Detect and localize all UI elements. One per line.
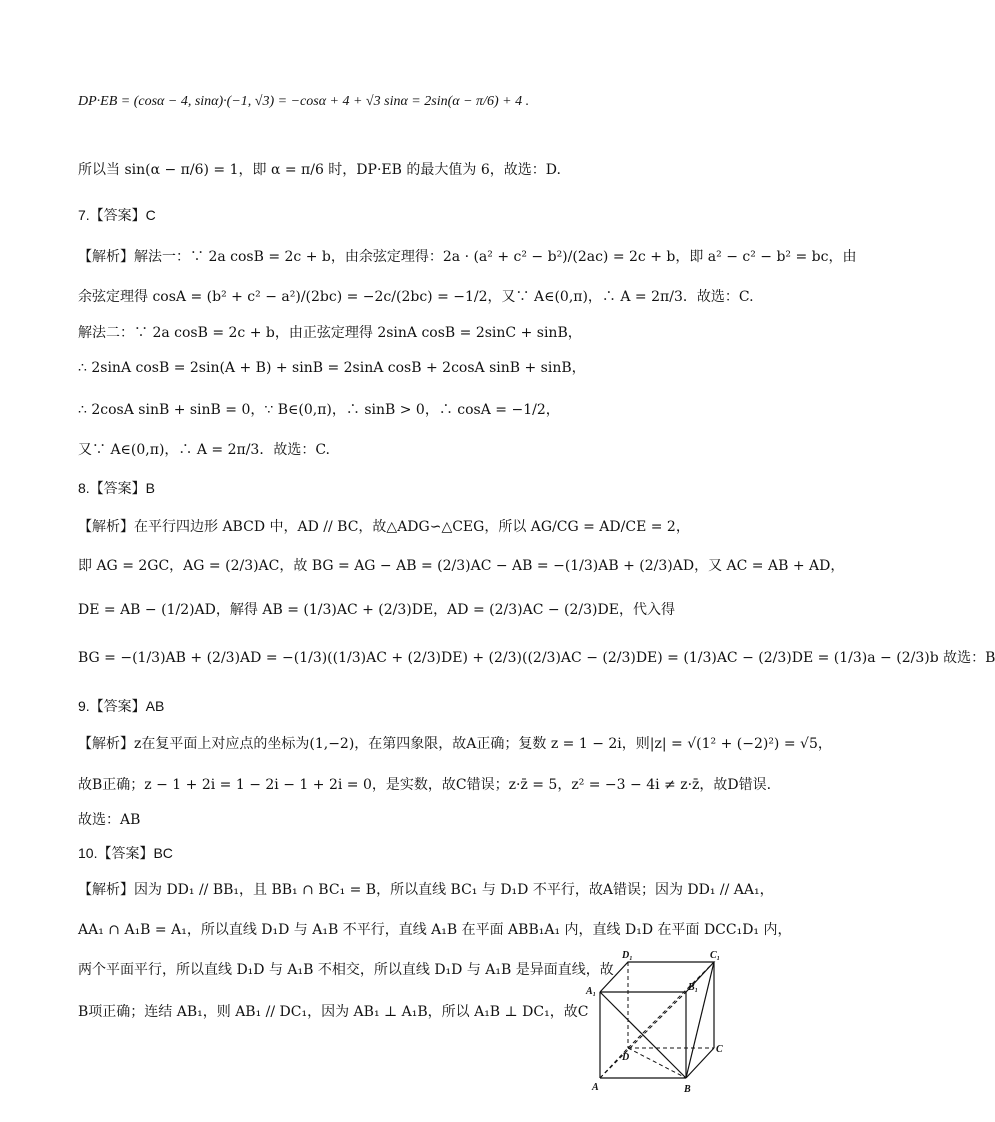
analysis-9-conclusion: 故选：AB [78,812,141,828]
analysis-7-method1: 【解析】解法一：∵ 2a cosB = 2c + b，由余弦定理得：2a · (a² + c² − b²)/(2ac) = 2c + b，即 a² − c² − b² = bc，由 [78,249,857,265]
answer-10-heading: 10.【答案】BC [78,845,173,861]
cube-figure [586,950,726,1096]
analysis-8-vector-bg: 即 AG = 2GC，AG = (2/3)AC，故 BG = AG − AB = (2/3)AC − AB = −(1/3)AB + (2/3)AD，又 AC = AB + AD， [78,558,845,574]
cube-diag-a1-b [600,992,686,1078]
label-d: D [622,1052,630,1063]
cube-hidden-d-b [628,1048,686,1078]
analysis-7-cosine: 余弦定理得 cosA = (b² + c² − a²)/(2bc) = −2c/(2bc) = −1/2，又∵ A∈(0,π)，∴ A = 2π/3．故选：C. [78,289,754,305]
answer-7-heading: 7.【答案】C [78,207,156,223]
analysis-9-quadrant: 【解析】z在复平面上对应点的坐标为(1,−2)，在第四象限，故A正确；复数 z = 1 − 2i，则|z| = √(1² + (−2)²) = √5， [78,736,832,752]
answer-8-heading: 8.【答案】B [78,480,156,496]
analysis-7-conclusion: 又∵ A∈(0,π)，∴ A = 2π/3．故选：C. [78,442,330,458]
cube-hidden-d-c1 [628,962,714,1048]
eq-dp-eb-dot-product: DP·EB = (cosα − 4, sinα)·(−1, √3) = −cosα + 4 + √3 sinα = 2sin(α − π/6) + 4 . [78,94,530,109]
analysis-8-solve: DE = AB − (1/2)AD，解得 AB = (1/3)AC + (2/3)DE，AD = (2/3)AC − (2/3)DE，代入得 [78,602,675,618]
text-max-value: 所以当 sin(α − π/6) = 1，即 α = π/6 时，DP·EB 的最大值为 6，故选：D. [78,162,561,178]
label-c: C [716,1044,723,1055]
answer-9-heading: 9.【答案】AB [78,698,165,714]
analysis-7-step3: ∴ 2cosA sinB + sinB = 0，∵ B∈(0,π)，∴ sinB > 0，∴ cosA = −1/2， [78,402,560,418]
cube-diag-b-c1 [686,962,714,1078]
analysis-10-line2: AA₁ ∩ A₁B = A₁，所以直线 D₁D 与 A₁B 不平行，直线 A₁B 在平面 ABB₁A₁ 内，直线 D₁D 在平面 DCC₁D₁ 内， [78,922,792,938]
analysis-7-method2: 解法二：∵ 2a cosB = 2c + b，由正弦定理得 2sinA cosB = 2sinC + sinB， [78,325,582,341]
label-a: A [592,1082,599,1093]
analysis-9-options: 故B正确；z − 1 + 2i = 1 − 2i − 1 + 2i = 0，是实数，故C错误；z·z̄ = 5，z² = −3 − 4i ≠ z·z̄，故D错误. [78,777,772,793]
analysis-8-substitute: BG = −(1/3)AB + (2/3)AD = −(1/3)((1/3)AC + (2/3)DE) + (2/3)((2/3)AC − (2/3)DE) = (1/3)AC − (2/3)DE = (1/3)a − (2/3)b 故选：B [78,650,995,666]
label-a1: A₁ [586,986,597,997]
analysis-10-line4: B项正确；连结 AB₁，则 AB₁ // DC₁，因为 AB₁ ⊥ A₁B，所以 A₁B ⊥ DC₁，故C [78,1004,589,1020]
label-b: B [684,1084,691,1095]
analysis-10-line3: 两个平面平行，所以直线 D₁D 与 A₁B 不相交，所以直线 D₁D 与 A₁B 是异面直线，故 [78,962,614,978]
analysis-10-line1: 【解析】因为 DD₁ // BB₁，且 BB₁ ∩ BC₁ = B，所以直线 BC₁ 与 D₁D 不平行，故A错误；因为 DD₁ // AA₁， [78,882,774,898]
label-d1: D₁ [622,950,633,961]
label-c1: C₁ [710,950,721,961]
analysis-7-step2: ∴ 2sinA cosB = 2sin(A + B) + sinB = 2sinA cosB + 2cosA sinB + sinB， [78,360,586,376]
analysis-8-similar: 【解析】在平行四边形 ABCD 中，AD // BC，故△ADG∽△CEG，所以 AG/CG = AD/CE = 2， [78,519,690,535]
label-b1: B₁ [688,982,699,993]
